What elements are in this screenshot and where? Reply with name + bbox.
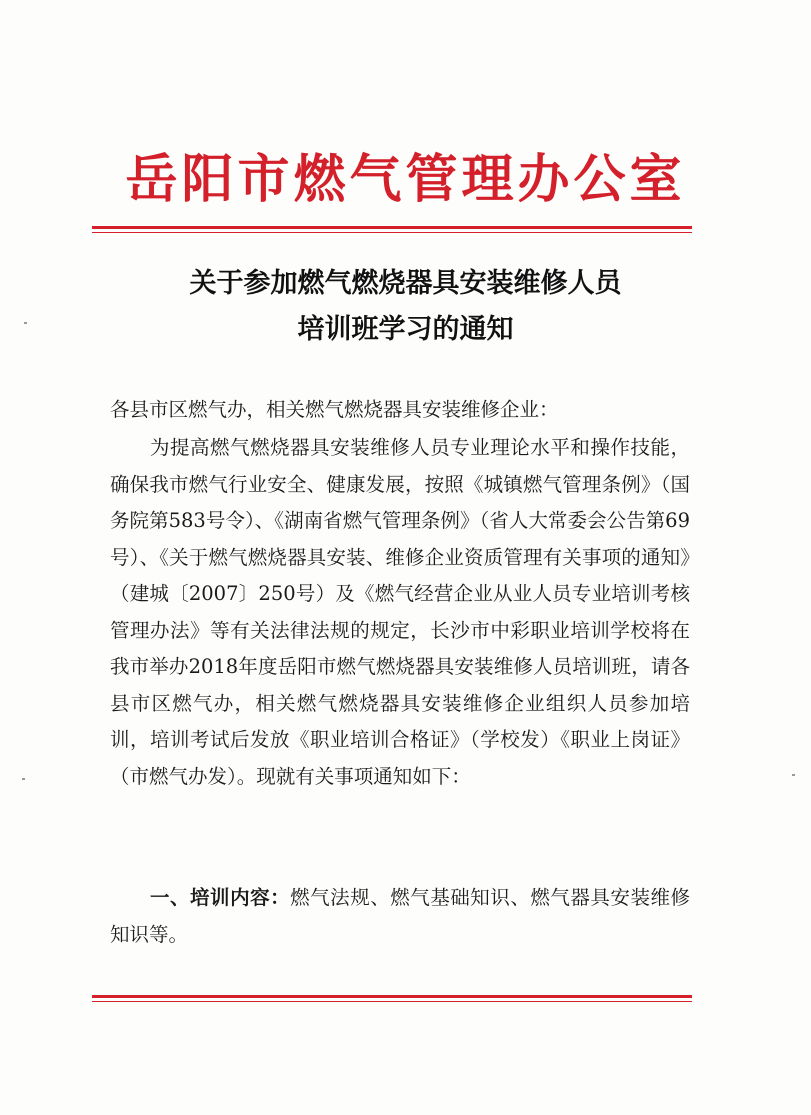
notice-title-line2: 培训班学习的通知 <box>297 314 514 345</box>
letterhead-org-name: 岳阳市燃气管理办公室 <box>125 149 686 210</box>
footer-rule-thick <box>92 995 692 998</box>
scan-speck <box>22 778 25 780</box>
section-heading: 一、培训内容： <box>150 886 291 909</box>
letterhead-rule-thick <box>92 226 692 229</box>
body-paragraph: 为提高燃气燃烧器具安装维修人员专业理论水平和操作技能，确保我市燃气行业安全、健康发展，按照《城镇燃气管理条例》（国务院第583号令）、《湖南省燃气管理条例》（省人大常委会公告第69号）、《关于燃气燃烧器具安装、维修企业资质管理有关事项的通知》（建城〔2007〕250号）及《燃气经营企业从业人员专业培训考核管理办法》等有关法律法规的规定，长沙市中彩职业培训学校将在我市举办2018年度岳阳市燃气燃烧器具安装维修人员培训班，请各县市区燃气办，相关燃气燃烧器具安装维修企业组织人员参加培训，培训考试后发放《职业培训合格证》（学校发）《职业上岗证》（市燃气办发）。现就有关事项通知如下： <box>110 436 690 788</box>
footer-rule-thin <box>92 1001 692 1002</box>
letterhead-rule-thin <box>92 232 692 233</box>
notice-title-line1: 关于参加燃气燃烧器具安装维修人员 <box>189 268 622 299</box>
section-text: 燃气法规、燃气基础知识、燃气器具安装维修知识等。 <box>110 886 690 946</box>
scan-speck <box>792 774 795 776</box>
scan-speck <box>24 322 27 324</box>
section-training-content <box>110 880 690 953</box>
salutation: 各县市区燃气办，相关燃气燃烧器具安装维修企业： <box>110 398 559 421</box>
